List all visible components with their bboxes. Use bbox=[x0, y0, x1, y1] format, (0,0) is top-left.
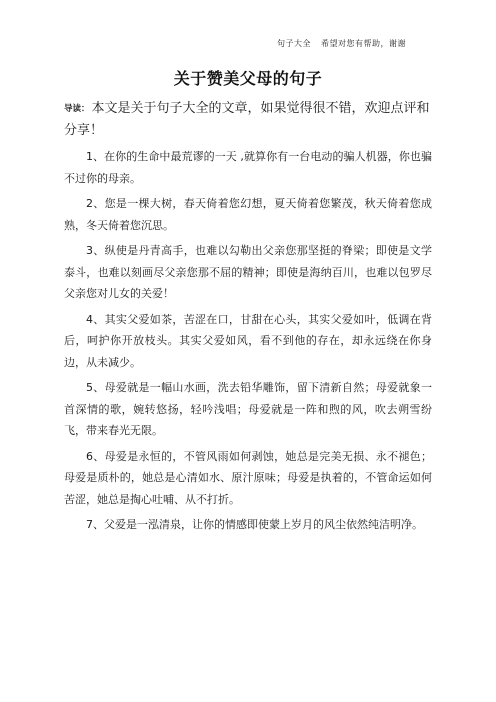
document-body bbox=[64, 98, 432, 540]
intro-text: 本文是关于句子大全的文章，如果觉得很不错，欢迎点评和分享！ bbox=[64, 101, 430, 138]
header-site-name: 句子大全 bbox=[277, 39, 311, 48]
quote-paragraph-4: 4、其实父爱如茶，苦涩在口，甘甜在心头，其实父爱如叶，低调在背后，呵护你开放枝头。其实父爱如风，看不到他的存在，却永远绕在你身边，从未减少。 bbox=[64, 312, 432, 369]
quote-paragraph-7: 7、父爱是一泓清泉，让你的情感即使蒙上岁月的风尘依然纯洁明净。 bbox=[86, 518, 423, 531]
quote-paragraph-1: 1、在你的生命中最荒谬的一天 ,就算你有一台电动的骗人机器，你也骗不过你的母亲。 bbox=[64, 150, 432, 185]
quote-paragraph-3: 3、纵使是丹青高手，也难以勾勒出父亲您那坚挺的脊梁；即使是文学泰斗，也难以刻画尽父亲您那不屈的精神；即使是海纳百川，也难以包罗尽父亲您对儿女的关爱！ bbox=[64, 244, 432, 300]
document-title: 关于赞美父母的句子 bbox=[173, 69, 323, 88]
quote-paragraph-5: 5、母爱就是一幅山水画，洗去铅华雕饰，留下清新自然；母爱就象一首深情的歌，婉转悠扬，轻吟浅唱；母爱就是一阵和煦的风，吹去朔雪纷飞，带来春光无限。 bbox=[64, 381, 432, 437]
header-note: 希望对您有帮助，谢谢 bbox=[321, 39, 406, 48]
page-header bbox=[277, 38, 406, 49]
intro-paragraph bbox=[64, 98, 432, 142]
intro-lead: 导读： bbox=[64, 104, 90, 114]
quote-paragraph-6: 6、母爱是永恒的，不管风雨如何剥蚀，她总是完美无损、永不褪色；母爱是质朴的，她总是心清如水、原汁原味；母爱是执着的，不管命运如何苦涩，她总是掏心吐哺、从不打折。 bbox=[64, 449, 432, 506]
quote-paragraph-2: 2、您是一棵大树，春天倚着您幻想，夏天倚着您繁茂，秋天倚着您成熟，冬天倚着您沉思。 bbox=[64, 197, 432, 232]
